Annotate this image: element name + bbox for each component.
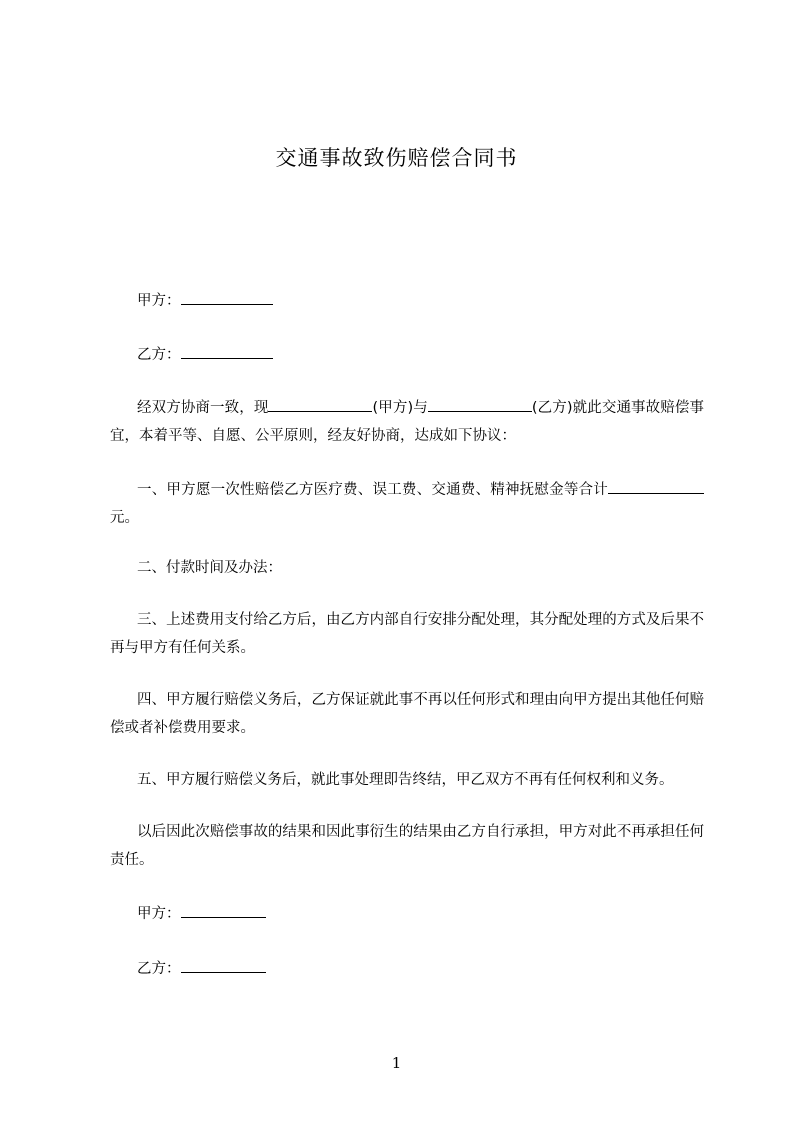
clause-4: 四、甲方履行赔偿义务后，乙方保证就此事不再以任何形式和理由向甲方提出其他任何赔偿或者补偿费用要求。 <box>110 692 704 736</box>
clause-1-text-2: 元。 <box>110 510 139 526</box>
closing-paragraph: 以后因此次赔偿事故的结果和因此事衍生的结果由乙方自行承担，甲方对此不再承担任何责任。 <box>110 824 704 868</box>
page-number: 1 <box>391 1054 402 1072</box>
party-b-blank[interactable] <box>181 344 273 359</box>
sign-a-line <box>110 903 708 925</box>
intro-text-2: (甲方)与 <box>372 400 428 416</box>
intro-party-b-blank[interactable] <box>428 397 532 412</box>
intro-text-1: 经双方协商一致，现 <box>137 400 269 416</box>
party-b-line <box>110 344 708 366</box>
clause-5: 五、甲方履行赔偿义务后，就此事处理即告终结，甲乙双方不再有任何权利和义务。 <box>137 772 674 788</box>
party-b-label: 乙方： <box>137 347 181 363</box>
party-a-line <box>110 290 708 312</box>
amount-blank-2[interactable] <box>654 479 704 494</box>
party-a-label: 甲方： <box>137 293 181 309</box>
clause-2: 二、付款时间及办法： <box>137 560 282 576</box>
party-a-blank[interactable] <box>181 290 273 305</box>
amount-blank-1[interactable] <box>608 479 654 494</box>
intro-paragraph <box>110 394 704 450</box>
sign-a-label: 甲方： <box>137 906 181 922</box>
sign-a-blank[interactable] <box>181 903 266 918</box>
clause-1-text-1: 一、甲方愿一次性赔偿乙方医疗费、误工费、交通费、精神抚慰金等合计 <box>137 482 608 498</box>
intro-text-3: (乙方)就此交通事故赔偿事宜，本着平等、自愿、公平原则，经友好协商，达成如下协议： <box>110 400 704 444</box>
intro-party-a-blank[interactable] <box>268 397 372 412</box>
clause-1 <box>110 476 704 532</box>
sign-b-line <box>110 958 708 980</box>
sign-b-blank[interactable] <box>181 958 266 973</box>
document-title: 交通事故致伤赔偿合同书 <box>275 146 518 170</box>
sign-b-label: 乙方： <box>137 961 181 977</box>
clause-3: 三、上述费用支付给乙方后，由乙方内部自行安排分配处理，其分配处理的方式及后果不再与甲方有任何关系。 <box>110 612 704 656</box>
